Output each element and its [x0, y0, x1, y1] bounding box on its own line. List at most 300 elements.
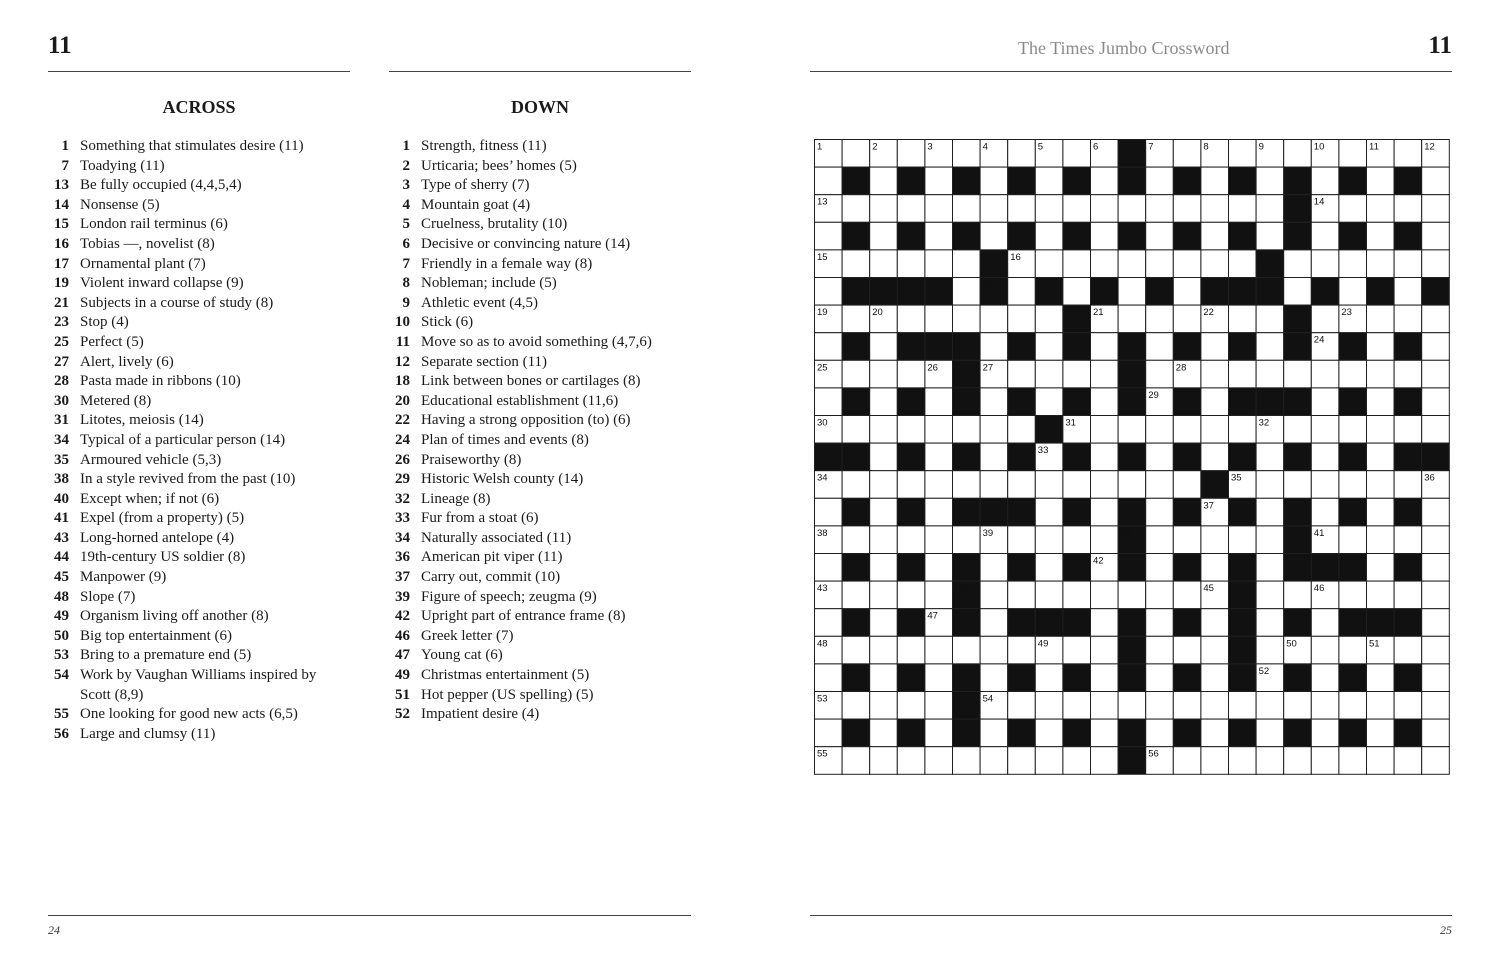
- grid-cell[interactable]: [1229, 250, 1257, 278]
- grid-cell[interactable]: [897, 692, 925, 720]
- grid-cell[interactable]: [1422, 195, 1450, 223]
- grid-cell[interactable]: [1311, 609, 1339, 637]
- grid-cell[interactable]: [1367, 443, 1395, 471]
- grid-cell[interactable]: [870, 388, 898, 416]
- grid-cell[interactable]: [1339, 416, 1367, 444]
- down-clue[interactable]: [389, 176, 681, 196]
- grid-cell[interactable]: [870, 443, 898, 471]
- grid-cell[interactable]: [815, 554, 843, 582]
- across-clue[interactable]: [48, 431, 335, 451]
- down-clue[interactable]: [389, 215, 681, 235]
- grid-cell[interactable]: [925, 581, 953, 609]
- grid-cell[interactable]: [1146, 609, 1174, 637]
- grid-cell[interactable]: [1091, 636, 1119, 664]
- grid-cell[interactable]: [1367, 498, 1395, 526]
- grid-cell[interactable]: [1422, 305, 1450, 333]
- down-clue[interactable]: [389, 666, 681, 686]
- grid-cell[interactable]: [1091, 664, 1119, 692]
- across-clue[interactable]: [48, 666, 335, 705]
- grid-cell[interactable]: [842, 526, 870, 554]
- grid-cell[interactable]: [1201, 609, 1229, 637]
- grid-cell[interactable]: [1201, 250, 1229, 278]
- grid-cell[interactable]: [1311, 222, 1339, 250]
- grid-cell[interactable]: [1173, 305, 1201, 333]
- grid-cell[interactable]: [1091, 526, 1119, 554]
- grid-cell[interactable]: [1311, 388, 1339, 416]
- across-clue[interactable]: [48, 294, 335, 314]
- grid-cell[interactable]: [1229, 747, 1257, 775]
- grid-cell[interactable]: [1063, 471, 1091, 499]
- grid-cell[interactable]: [1091, 747, 1119, 775]
- grid-cell[interactable]: [870, 526, 898, 554]
- grid-cell[interactable]: [1256, 167, 1284, 195]
- grid-cell[interactable]: [980, 636, 1008, 664]
- grid-cell[interactable]: [870, 167, 898, 195]
- grid-cell[interactable]: [870, 664, 898, 692]
- grid-cell[interactable]: [897, 636, 925, 664]
- grid-cell[interactable]: [870, 554, 898, 582]
- grid-cell[interactable]: [1256, 692, 1284, 720]
- grid-cell[interactable]: [953, 526, 981, 554]
- grid-cell[interactable]: [1256, 498, 1284, 526]
- grid-cell[interactable]: [870, 222, 898, 250]
- down-clue[interactable]: [389, 353, 681, 373]
- grid-cell[interactable]: [1339, 278, 1367, 306]
- across-clue[interactable]: [48, 646, 335, 666]
- down-clue[interactable]: [389, 392, 681, 412]
- grid-cell[interactable]: [925, 167, 953, 195]
- grid-cell[interactable]: [953, 278, 981, 306]
- down-clue[interactable]: [389, 686, 681, 706]
- grid-cell[interactable]: [1229, 140, 1257, 168]
- crossword-grid[interactable]: [814, 139, 1450, 775]
- grid-cell[interactable]: [1035, 719, 1063, 747]
- across-clue[interactable]: [48, 313, 335, 333]
- grid-cell[interactable]: [1256, 443, 1284, 471]
- grid-cell[interactable]: [1422, 692, 1450, 720]
- grid-cell[interactable]: [1201, 443, 1229, 471]
- grid-cell[interactable]: [1035, 222, 1063, 250]
- grid-cell[interactable]: [1008, 305, 1036, 333]
- grid-cell[interactable]: [1146, 305, 1174, 333]
- grid-cell[interactable]: [870, 471, 898, 499]
- down-clue[interactable]: [389, 627, 681, 647]
- grid-cell[interactable]: [1091, 360, 1119, 388]
- grid-cell[interactable]: [897, 581, 925, 609]
- grid-cell[interactable]: [1422, 747, 1450, 775]
- grid-cell[interactable]: [1091, 222, 1119, 250]
- grid-cell[interactable]: [1284, 250, 1312, 278]
- grid-cell[interactable]: [870, 719, 898, 747]
- down-clue[interactable]: [389, 157, 681, 177]
- grid-cell[interactable]: [925, 498, 953, 526]
- grid-cell[interactable]: [1091, 719, 1119, 747]
- grid-cell[interactable]: [1146, 554, 1174, 582]
- grid-cell[interactable]: [925, 416, 953, 444]
- grid-cell[interactable]: [1339, 471, 1367, 499]
- grid-cell[interactable]: [1256, 719, 1284, 747]
- grid-cell[interactable]: [1394, 360, 1422, 388]
- grid-cell[interactable]: [1394, 581, 1422, 609]
- grid-cell[interactable]: [1311, 360, 1339, 388]
- grid-cell[interactable]: [1035, 747, 1063, 775]
- grid-cell[interactable]: [1422, 526, 1450, 554]
- grid-cell[interactable]: [815, 388, 843, 416]
- grid-cell[interactable]: [1008, 692, 1036, 720]
- grid-cell[interactable]: [1008, 416, 1036, 444]
- grid-cell[interactable]: [1008, 140, 1036, 168]
- grid-cell[interactable]: [1091, 388, 1119, 416]
- grid-cell[interactable]: [953, 250, 981, 278]
- grid-cell[interactable]: [870, 747, 898, 775]
- grid-cell[interactable]: [980, 195, 1008, 223]
- grid-cell[interactable]: [980, 222, 1008, 250]
- grid-cell[interactable]: [1201, 416, 1229, 444]
- grid-cell[interactable]: [1367, 250, 1395, 278]
- across-clue[interactable]: [48, 274, 335, 294]
- grid-cell[interactable]: [815, 167, 843, 195]
- grid-cell[interactable]: [1201, 664, 1229, 692]
- grid-cell[interactable]: [842, 471, 870, 499]
- down-clue[interactable]: [389, 607, 681, 627]
- grid-cell[interactable]: [1146, 498, 1174, 526]
- grid-cell[interactable]: [980, 167, 1008, 195]
- grid-cell[interactable]: [1256, 581, 1284, 609]
- grid-cell[interactable]: [980, 443, 1008, 471]
- grid-cell[interactable]: [1339, 747, 1367, 775]
- grid-cell[interactable]: [1311, 443, 1339, 471]
- across-clue[interactable]: [48, 548, 335, 568]
- grid-cell[interactable]: [1367, 305, 1395, 333]
- grid-cell[interactable]: [1311, 747, 1339, 775]
- grid-cell[interactable]: [897, 416, 925, 444]
- grid-cell[interactable]: [1311, 636, 1339, 664]
- grid-cell[interactable]: [1118, 692, 1146, 720]
- grid-cell[interactable]: [1063, 526, 1091, 554]
- grid-cell[interactable]: [1311, 719, 1339, 747]
- grid-cell[interactable]: [925, 664, 953, 692]
- grid-cell[interactable]: [1394, 140, 1422, 168]
- grid-cell[interactable]: [953, 305, 981, 333]
- grid-cell[interactable]: [1311, 305, 1339, 333]
- grid-cell[interactable]: [897, 471, 925, 499]
- grid-cell[interactable]: [1394, 195, 1422, 223]
- grid-cell[interactable]: [1201, 747, 1229, 775]
- grid-cell[interactable]: [925, 305, 953, 333]
- grid-cell[interactable]: [1422, 388, 1450, 416]
- down-clue[interactable]: [389, 646, 681, 666]
- grid-cell[interactable]: [815, 333, 843, 361]
- grid-cell[interactable]: [1284, 471, 1312, 499]
- grid-cell[interactable]: [1367, 416, 1395, 444]
- grid-cell[interactable]: [1311, 416, 1339, 444]
- grid-cell[interactable]: [1091, 471, 1119, 499]
- grid-cell[interactable]: [1146, 333, 1174, 361]
- down-clue[interactable]: [389, 529, 681, 549]
- grid-cell[interactable]: [1201, 719, 1229, 747]
- grid-cell[interactable]: [1339, 195, 1367, 223]
- grid-cell[interactable]: [1256, 636, 1284, 664]
- grid-cell[interactable]: [842, 416, 870, 444]
- grid-cell[interactable]: [1173, 471, 1201, 499]
- grid-cell[interactable]: [1229, 305, 1257, 333]
- grid-cell[interactable]: [1229, 526, 1257, 554]
- down-clue[interactable]: [389, 255, 681, 275]
- grid-cell[interactable]: [1118, 305, 1146, 333]
- down-clue[interactable]: [389, 490, 681, 510]
- grid-cell[interactable]: [1284, 140, 1312, 168]
- grid-cell[interactable]: [1091, 443, 1119, 471]
- grid-cell[interactable]: [1367, 388, 1395, 416]
- grid-cell[interactable]: [1146, 581, 1174, 609]
- grid-cell[interactable]: [1173, 747, 1201, 775]
- grid-cell[interactable]: [1035, 195, 1063, 223]
- grid-cell[interactable]: [953, 195, 981, 223]
- grid-cell[interactable]: [980, 719, 1008, 747]
- down-clue[interactable]: [389, 548, 681, 568]
- grid-cell[interactable]: [1422, 609, 1450, 637]
- grid-cell[interactable]: [1311, 692, 1339, 720]
- grid-cell[interactable]: [842, 747, 870, 775]
- grid-cell[interactable]: [1201, 222, 1229, 250]
- grid-cell[interactable]: [1256, 360, 1284, 388]
- grid-cell[interactable]: [842, 250, 870, 278]
- grid-cell[interactable]: [1035, 167, 1063, 195]
- grid-cell[interactable]: [815, 719, 843, 747]
- grid-cell[interactable]: [815, 222, 843, 250]
- grid-cell[interactable]: [1008, 195, 1036, 223]
- grid-cell[interactable]: [842, 305, 870, 333]
- grid-cell[interactable]: [1063, 747, 1091, 775]
- down-clue[interactable]: [389, 588, 681, 608]
- grid-cell[interactable]: [980, 554, 1008, 582]
- grid-cell[interactable]: [1284, 416, 1312, 444]
- grid-cell[interactable]: [897, 140, 925, 168]
- grid-cell[interactable]: [870, 250, 898, 278]
- grid-cell[interactable]: [1284, 360, 1312, 388]
- down-clue[interactable]: [389, 568, 681, 588]
- across-clue[interactable]: [48, 176, 335, 196]
- across-clue[interactable]: [48, 157, 335, 177]
- grid-cell[interactable]: [1229, 416, 1257, 444]
- grid-cell[interactable]: [1035, 388, 1063, 416]
- grid-cell[interactable]: [1201, 333, 1229, 361]
- grid-cell[interactable]: [1311, 664, 1339, 692]
- grid-cell[interactable]: [1173, 140, 1201, 168]
- grid-cell[interactable]: [1394, 305, 1422, 333]
- grid-cell[interactable]: [1008, 581, 1036, 609]
- grid-cell[interactable]: [1035, 333, 1063, 361]
- grid-cell[interactable]: [1146, 416, 1174, 444]
- grid-cell[interactable]: [1367, 554, 1395, 582]
- grid-cell[interactable]: [1256, 526, 1284, 554]
- across-clue[interactable]: [48, 470, 335, 490]
- grid-cell[interactable]: [1201, 554, 1229, 582]
- grid-cell[interactable]: [925, 719, 953, 747]
- grid-cell[interactable]: [1422, 664, 1450, 692]
- down-clue[interactable]: [389, 313, 681, 333]
- grid-cell[interactable]: [1422, 167, 1450, 195]
- grid-cell[interactable]: [1173, 692, 1201, 720]
- across-clue[interactable]: [48, 372, 335, 392]
- grid-cell[interactable]: [897, 250, 925, 278]
- grid-cell[interactable]: [1091, 581, 1119, 609]
- down-clue[interactable]: [389, 411, 681, 431]
- grid-cell[interactable]: [953, 471, 981, 499]
- grid-cell[interactable]: [1118, 250, 1146, 278]
- grid-cell[interactable]: [1118, 581, 1146, 609]
- grid-cell[interactable]: [842, 195, 870, 223]
- down-clue[interactable]: [389, 196, 681, 216]
- across-clue[interactable]: [48, 353, 335, 373]
- grid-cell[interactable]: [1367, 195, 1395, 223]
- grid-cell[interactable]: [1035, 305, 1063, 333]
- down-clue[interactable]: [389, 137, 681, 157]
- grid-cell[interactable]: [870, 692, 898, 720]
- grid-cell[interactable]: [1146, 360, 1174, 388]
- grid-cell[interactable]: [925, 443, 953, 471]
- grid-cell[interactable]: [925, 526, 953, 554]
- grid-cell[interactable]: [953, 416, 981, 444]
- grid-cell[interactable]: [953, 140, 981, 168]
- across-clue[interactable]: [48, 451, 335, 471]
- grid-cell[interactable]: [1422, 222, 1450, 250]
- grid-cell[interactable]: [1146, 222, 1174, 250]
- grid-cell[interactable]: [1256, 333, 1284, 361]
- grid-cell[interactable]: [1091, 333, 1119, 361]
- down-clue[interactable]: [389, 294, 681, 314]
- grid-cell[interactable]: [980, 388, 1008, 416]
- grid-cell[interactable]: [815, 278, 843, 306]
- grid-cell[interactable]: [1339, 250, 1367, 278]
- grid-cell[interactable]: [897, 360, 925, 388]
- grid-cell[interactable]: [1091, 416, 1119, 444]
- grid-cell[interactable]: [815, 664, 843, 692]
- grid-cell[interactable]: [1367, 664, 1395, 692]
- grid-cell[interactable]: [1394, 250, 1422, 278]
- grid-cell[interactable]: [1367, 167, 1395, 195]
- grid-cell[interactable]: [1063, 360, 1091, 388]
- grid-cell[interactable]: [925, 388, 953, 416]
- grid-cell[interactable]: [1394, 636, 1422, 664]
- grid-cell[interactable]: [980, 581, 1008, 609]
- grid-cell[interactable]: [1367, 471, 1395, 499]
- across-clue[interactable]: [48, 235, 335, 255]
- grid-cell[interactable]: [1201, 360, 1229, 388]
- grid-cell[interactable]: [1367, 222, 1395, 250]
- grid-cell[interactable]: [1367, 360, 1395, 388]
- grid-cell[interactable]: [1091, 167, 1119, 195]
- grid-cell[interactable]: [1422, 416, 1450, 444]
- grid-cell[interactable]: [925, 747, 953, 775]
- grid-cell[interactable]: [1063, 140, 1091, 168]
- grid-cell[interactable]: [980, 664, 1008, 692]
- across-clue[interactable]: [48, 509, 335, 529]
- grid-cell[interactable]: [842, 140, 870, 168]
- grid-cell[interactable]: [1146, 526, 1174, 554]
- grid-cell[interactable]: [925, 222, 953, 250]
- grid-cell[interactable]: [1063, 581, 1091, 609]
- grid-cell[interactable]: [1367, 333, 1395, 361]
- grid-cell[interactable]: [1008, 636, 1036, 664]
- grid-cell[interactable]: [1091, 195, 1119, 223]
- grid-cell[interactable]: [1311, 498, 1339, 526]
- grid-cell[interactable]: [925, 250, 953, 278]
- grid-cell[interactable]: [1091, 498, 1119, 526]
- grid-cell[interactable]: [1256, 195, 1284, 223]
- grid-cell[interactable]: [1173, 195, 1201, 223]
- across-clue[interactable]: [48, 490, 335, 510]
- across-clue[interactable]: [48, 607, 335, 627]
- grid-cell[interactable]: [870, 609, 898, 637]
- grid-cell[interactable]: [1422, 581, 1450, 609]
- grid-cell[interactable]: [870, 333, 898, 361]
- grid-cell[interactable]: [1146, 195, 1174, 223]
- grid-cell[interactable]: [1035, 526, 1063, 554]
- across-clue[interactable]: [48, 392, 335, 412]
- across-clue[interactable]: [48, 627, 335, 647]
- grid-cell[interactable]: [1256, 305, 1284, 333]
- down-clue[interactable]: [389, 705, 681, 725]
- down-clue[interactable]: [389, 431, 681, 451]
- grid-cell[interactable]: [1146, 250, 1174, 278]
- grid-cell[interactable]: [1146, 443, 1174, 471]
- grid-cell[interactable]: [897, 305, 925, 333]
- grid-cell[interactable]: [1422, 554, 1450, 582]
- grid-cell[interactable]: [1201, 167, 1229, 195]
- down-clue[interactable]: [389, 333, 681, 353]
- grid-cell[interactable]: [1422, 360, 1450, 388]
- grid-cell[interactable]: [1146, 719, 1174, 747]
- grid-cell[interactable]: [1394, 278, 1422, 306]
- grid-cell[interactable]: [1422, 250, 1450, 278]
- grid-cell[interactable]: [1035, 498, 1063, 526]
- down-clue[interactable]: [389, 451, 681, 471]
- grid-cell[interactable]: [1367, 581, 1395, 609]
- grid-cell[interactable]: [1394, 526, 1422, 554]
- grid-cell[interactable]: [870, 195, 898, 223]
- grid-cell[interactable]: [1256, 222, 1284, 250]
- grid-cell[interactable]: [1035, 664, 1063, 692]
- grid-cell[interactable]: [1201, 526, 1229, 554]
- grid-cell[interactable]: [980, 471, 1008, 499]
- grid-cell[interactable]: [1201, 636, 1229, 664]
- grid-cell[interactable]: [1339, 526, 1367, 554]
- across-clue[interactable]: [48, 529, 335, 549]
- grid-cell[interactable]: [1367, 747, 1395, 775]
- grid-cell[interactable]: [1173, 581, 1201, 609]
- grid-cell[interactable]: [1256, 747, 1284, 775]
- grid-cell[interactable]: [1173, 250, 1201, 278]
- grid-cell[interactable]: [1284, 581, 1312, 609]
- grid-cell[interactable]: [1201, 692, 1229, 720]
- grid-cell[interactable]: [1008, 360, 1036, 388]
- grid-cell[interactable]: [1146, 692, 1174, 720]
- down-clue[interactable]: [389, 372, 681, 392]
- across-clue[interactable]: [48, 411, 335, 431]
- grid-cell[interactable]: [1035, 554, 1063, 582]
- grid-cell[interactable]: [897, 747, 925, 775]
- grid-cell[interactable]: [1118, 195, 1146, 223]
- grid-cell[interactable]: [870, 581, 898, 609]
- grid-cell[interactable]: [980, 609, 1008, 637]
- grid-cell[interactable]: [870, 416, 898, 444]
- grid-cell[interactable]: [1118, 471, 1146, 499]
- grid-cell[interactable]: [1367, 719, 1395, 747]
- grid-cell[interactable]: [1008, 278, 1036, 306]
- grid-cell[interactable]: [1146, 471, 1174, 499]
- grid-cell[interactable]: [1063, 250, 1091, 278]
